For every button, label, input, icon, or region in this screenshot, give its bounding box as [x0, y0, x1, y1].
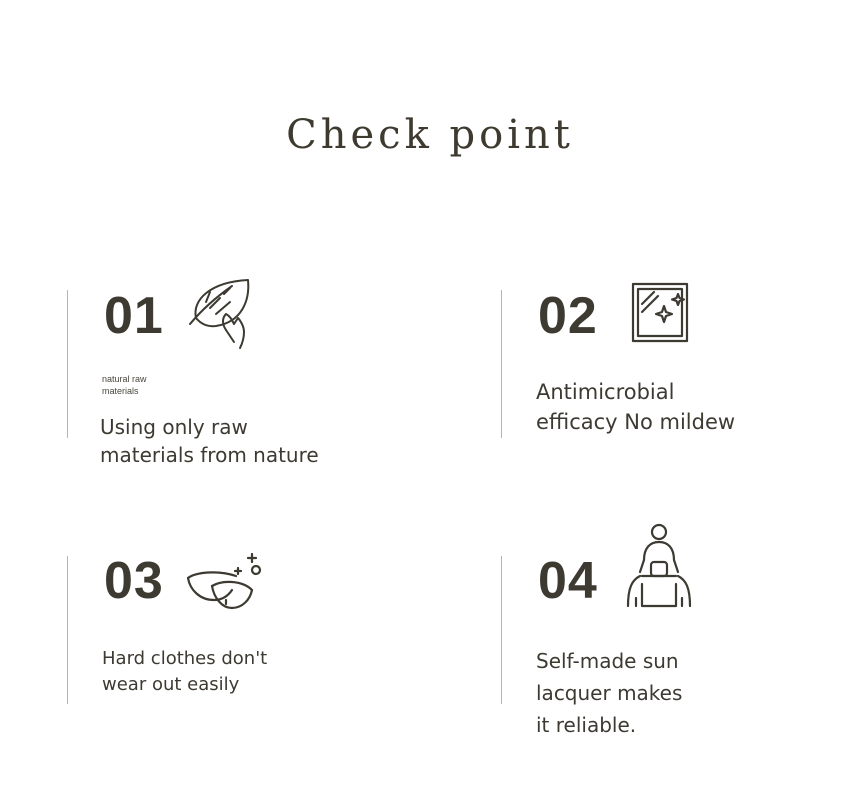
item-small-label: natural raw materials	[102, 374, 147, 396]
clean-bowls-icon	[186, 550, 264, 612]
leaf-hand-icon	[186, 278, 258, 350]
item-number: 03	[104, 552, 164, 610]
page-title: Check point	[286, 112, 574, 158]
divider-line	[67, 556, 68, 704]
divider-line	[67, 290, 68, 438]
sparkling-window-icon	[630, 282, 690, 344]
item-number: 04	[538, 552, 598, 610]
potter-wheel-icon	[624, 522, 694, 610]
divider-line	[501, 290, 502, 438]
item-description: Using only raw materials from nature	[100, 415, 319, 467]
item-number: 02	[538, 287, 598, 345]
item-description: Antimicrobial efficacy No mildew	[536, 380, 736, 434]
item-description: Self-made sun lacquer makes it reliable.	[536, 649, 683, 737]
item-description: Hard clothes don't wear out easily	[102, 648, 268, 695]
divider-line	[501, 556, 502, 704]
item-number: 01	[104, 287, 164, 345]
